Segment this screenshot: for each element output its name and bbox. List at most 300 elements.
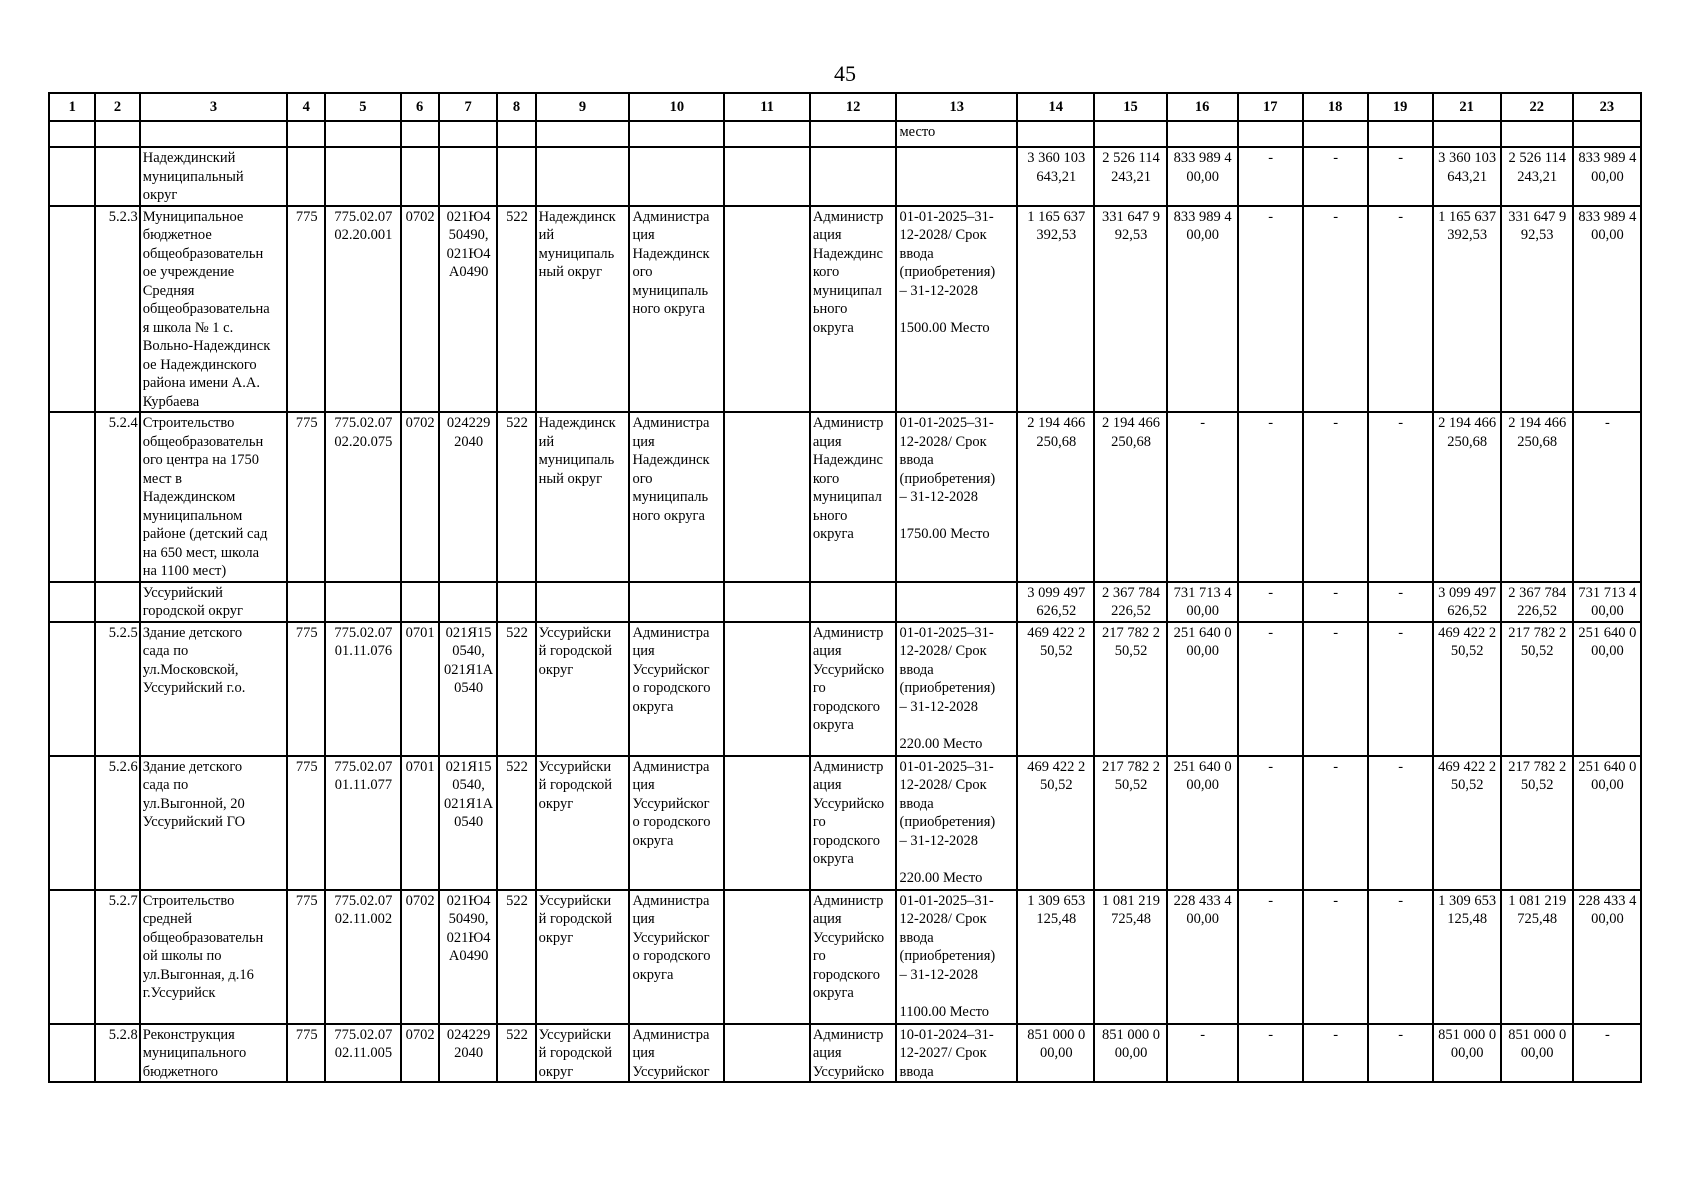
cell-text: 1 165 637 392,53	[1438, 208, 1497, 243]
cell-text: 1 165 637 392,53	[1027, 208, 1086, 243]
table-cell-col-9	[536, 756, 630, 890]
table-cell-col-22	[1501, 582, 1573, 622]
cell-text: 775	[295, 1026, 318, 1043]
column-number-21: 21	[1433, 93, 1501, 121]
table-cell-col-12	[810, 890, 897, 1024]
table-cell-col-12	[810, 412, 897, 582]
table-cell-col-5	[325, 121, 400, 147]
table-cell-col-22	[1501, 622, 1573, 756]
cell-text: 0702	[405, 415, 435, 431]
cell-text: -	[1268, 892, 1274, 909]
table-cell-col-16	[1167, 121, 1238, 147]
cell-text: 833 989 4 00,00	[1578, 150, 1637, 185]
cell-text: 3 360 103 643,21	[1438, 150, 1497, 185]
cell-text: 851 000 0 00,00	[1508, 1026, 1567, 1061]
table-cell-col-22	[1501, 890, 1573, 1024]
cell-text: 021Я15 0540, 021Я1А 0540	[444, 758, 494, 830]
table-cell-col-17	[1238, 582, 1303, 622]
table-cell-col-7	[439, 412, 498, 582]
cell-text: 731 713 4 00,00	[1578, 584, 1637, 619]
column-number-8: 8	[497, 93, 535, 121]
cell-text: 228 433 4 00,00	[1578, 892, 1637, 927]
table-cell-col-10	[629, 890, 724, 1024]
cell-text: 2 194 466 250,68	[1102, 415, 1161, 450]
table-cell-col-11	[724, 890, 810, 1024]
table-cell-col-10	[629, 756, 724, 890]
cell-text: Уссурийский городской округ	[142, 584, 243, 619]
cell-text: -	[1268, 624, 1274, 641]
cell-text: 0701	[405, 758, 435, 775]
table-cell-col-4	[287, 582, 325, 622]
cell-text: -	[1200, 415, 1206, 431]
column-number-10: 10	[629, 93, 724, 121]
table-cell-col-12	[810, 206, 897, 413]
table-cell-col-22	[1501, 147, 1573, 206]
cell-text: -	[1604, 415, 1610, 431]
table-cell-col-23	[1573, 890, 1641, 1024]
cell-text: Надеждинск ий муниципаль ный округ	[538, 208, 616, 280]
cell-text: Администра ция Уссурийског	[632, 1026, 710, 1080]
cell-text: 3 099 497 626,52	[1438, 584, 1497, 619]
table-cell-col-3	[140, 890, 287, 1024]
table-cell-col-14	[1017, 756, 1094, 890]
table-cell-col-1	[49, 890, 95, 1024]
table-cell-col-5	[325, 412, 400, 582]
cell-text: 1 081 219 725,48	[1102, 892, 1161, 927]
table-cell-col-22	[1501, 206, 1573, 413]
cell-text: -	[1200, 1026, 1206, 1043]
table-cell-col-15	[1094, 890, 1166, 1024]
table-cell-col-21	[1433, 1024, 1501, 1083]
cell-text: 0701	[405, 624, 435, 641]
table-cell-col-6	[401, 206, 439, 413]
table-cell-col-6	[401, 622, 439, 756]
cell-text: 775.02.07 02.11.002	[334, 892, 393, 927]
cell-text: -	[1268, 150, 1274, 166]
cell-text: Администр ация Уссурийско го городского округа	[812, 624, 885, 733]
cell-text: 217 782 2 50,52	[1102, 758, 1161, 793]
table-cell-col-14	[1017, 1024, 1094, 1083]
cell-text: 251 640 0 00,00	[1173, 758, 1232, 793]
table-cell-col-15	[1094, 622, 1166, 756]
table-cell-col-11	[724, 622, 810, 756]
table-cell-col-16	[1167, 147, 1238, 206]
cell-text: -	[1398, 208, 1404, 225]
table-cell-col-3	[140, 147, 287, 206]
cell-text: 775	[295, 624, 318, 641]
column-number-4: 4	[287, 93, 325, 121]
column-number-19: 19	[1368, 93, 1433, 121]
table-cell-col-16	[1167, 622, 1238, 756]
table-cell-col-1	[49, 622, 95, 756]
cell-text: -	[1268, 415, 1274, 431]
cell-text: Строительство средней общеобразовательн ой школы по ул.Выгонная, д.16 г.Уссурийск	[142, 892, 264, 1001]
table-cell-col-16	[1167, 206, 1238, 413]
table-cell-col-9	[536, 206, 630, 413]
table-cell-col-12	[810, 1024, 897, 1083]
cell-text: -	[1604, 1026, 1610, 1043]
cell-text: 2 194 466 250,68	[1027, 415, 1086, 450]
column-number-7: 7	[439, 93, 498, 121]
table-cell-col-18	[1303, 412, 1368, 582]
table-cell-col-7	[439, 582, 498, 622]
table-cell-col-21	[1433, 756, 1501, 890]
table-cell-col-9	[536, 412, 630, 582]
table-cell-col-8	[497, 147, 535, 206]
cell-text: 2 194 466 250,68	[1508, 415, 1567, 450]
table-cell-col-14	[1017, 412, 1094, 582]
cell-text: 2 526 114 243,21	[1508, 150, 1566, 185]
cell-text: 2 367 784 226,52	[1102, 584, 1161, 619]
table-cell-col-17	[1238, 756, 1303, 890]
table-cell-col-3	[140, 582, 287, 622]
table-cell-col-23	[1573, 622, 1641, 756]
table-cell-col-13	[896, 622, 1017, 756]
cell-text: 522	[506, 758, 528, 775]
table-cell-col-2	[95, 1024, 139, 1083]
table-cell-col-10	[629, 622, 724, 756]
table-cell-col-6	[401, 1024, 439, 1083]
table-cell-col-1	[49, 756, 95, 890]
cell-text: 2 367 784 226,52	[1508, 584, 1567, 619]
cell-text: 2 526 114 243,21	[1102, 150, 1160, 185]
table-cell-col-19	[1368, 147, 1433, 206]
table-row	[49, 1024, 1641, 1083]
cell-text: 021Я15 0540, 021Я1А 0540	[444, 624, 494, 696]
cell-text: 2 194 466 250,68	[1438, 415, 1497, 450]
table-cell-col-19	[1368, 412, 1433, 582]
cell-text: 775	[295, 208, 318, 225]
table-cell-col-13	[896, 890, 1017, 1024]
cell-text: 469 422 2 50,52	[1027, 758, 1086, 793]
cell-text: Уссурийски й городской округ	[538, 892, 613, 946]
table-cell-col-8	[497, 582, 535, 622]
table-cell-col-14	[1017, 622, 1094, 756]
cell-text: 01-01-2025–31- 12-2028/ Срок ввода (приобретения) – 31-12-2028 1500.00 Место	[899, 208, 996, 336]
table-cell-col-10	[629, 206, 724, 413]
column-number-9: 9	[536, 93, 630, 121]
cell-text: 3 360 103 643,21	[1027, 150, 1086, 185]
table-row	[49, 147, 1641, 206]
cell-text: 3 099 497 626,52	[1027, 584, 1086, 619]
cell-text: 01-01-2025–31- 12-2028/ Срок ввода (приобретения) – 31-12-2028 220.00 Место	[899, 624, 996, 752]
table-row	[49, 412, 1641, 582]
cell-text: 0702	[405, 208, 435, 225]
cell-text: -	[1333, 892, 1339, 909]
table-cell-col-7	[439, 147, 498, 206]
table-cell-col-15	[1094, 412, 1166, 582]
cell-text: 024229 2040	[446, 415, 491, 450]
table-cell-col-22	[1501, 756, 1573, 890]
table-cell-col-5	[325, 756, 400, 890]
table-cell-col-8	[497, 890, 535, 1024]
table-cell-col-12	[810, 622, 897, 756]
cell-text: 0702	[405, 1026, 435, 1043]
table-cell-col-12	[810, 147, 897, 206]
table-cell-col-18	[1303, 1024, 1368, 1083]
table-cell-col-13	[896, 121, 1017, 147]
table-cell-col-21	[1433, 206, 1501, 413]
cell-text: 522	[506, 892, 528, 909]
cell-text: 5.2.3	[108, 208, 138, 225]
table-cell-col-1	[49, 582, 95, 622]
table-cell-col-13	[896, 147, 1017, 206]
column-number-12: 12	[810, 93, 897, 121]
table-cell-col-19	[1368, 1024, 1433, 1083]
cell-text: Муниципальное бюджетное общеобразовательн ое учреждение Средняя общеобразовательна я школа № 1 с. Вольно-Надеждинск ое Надеждинского района имени А.А. Курбаева	[142, 208, 271, 410]
table-cell-col-2	[95, 206, 139, 413]
table-cell-col-4	[287, 1024, 325, 1083]
table-cell-col-8	[497, 412, 535, 582]
cell-text: -	[1398, 1026, 1404, 1043]
cell-text: Здание детского сада по ул.Московской, Уссурийский г.о.	[142, 624, 246, 696]
table-row	[49, 206, 1641, 413]
cell-text: Строительство общеобразовательн ого центра на 1750 мест в Надеждинском муниципальном районе (детский сад на 650 мест, школа на 1100 мест)	[142, 415, 268, 579]
table-cell-col-15	[1094, 756, 1166, 890]
cell-text: 833 989 4 00,00	[1578, 208, 1637, 243]
table-cell-col-4	[287, 890, 325, 1024]
table-cell-col-2	[95, 890, 139, 1024]
table-cell-col-1	[49, 147, 95, 206]
table-cell-col-22	[1501, 121, 1573, 147]
cell-text: Администра ция Уссурийског о городского округа	[632, 624, 711, 715]
table-cell-col-13	[896, 756, 1017, 890]
cell-text: 522	[506, 208, 528, 225]
table-cell-col-18	[1303, 756, 1368, 890]
table-cell-col-14	[1017, 206, 1094, 413]
cell-text: -	[1398, 415, 1404, 431]
column-number-6: 6	[401, 93, 439, 121]
cell-text: 469 422 2 50,52	[1027, 624, 1086, 659]
cell-text: 5.2.8	[108, 1026, 138, 1043]
cell-text: 024229 2040	[446, 1026, 491, 1061]
cell-text: Администр ация Надеждинс кого муниципал ьного округа	[812, 208, 884, 336]
cell-text: 01-01-2025–31- 12-2028/ Срок ввода (приобретения) – 31-12-2028 220.00 Место	[899, 758, 996, 886]
cell-text: 775.02.07 02.11.005	[334, 1026, 393, 1061]
cell-text: 5.2.7	[108, 892, 138, 909]
table-cell-col-1	[49, 412, 95, 582]
table-cell-col-17	[1238, 622, 1303, 756]
cell-text: 775	[295, 415, 318, 431]
table-cell-col-12	[810, 121, 897, 147]
table-cell-col-4	[287, 622, 325, 756]
table-cell-col-9	[536, 582, 630, 622]
table-cell-col-16	[1167, 582, 1238, 622]
cell-text: -	[1333, 150, 1339, 166]
cell-text: 217 782 2 50,52	[1508, 624, 1567, 659]
column-number-5: 5	[325, 93, 400, 121]
table-cell-col-19	[1368, 622, 1433, 756]
table-cell-col-12	[810, 582, 897, 622]
cell-text: 522	[506, 415, 528, 431]
table-row	[49, 582, 1641, 622]
table-cell-col-6	[401, 890, 439, 1024]
table-cell-col-23	[1573, 1024, 1641, 1083]
cell-text: Уссурийски й городской округ	[538, 758, 613, 812]
table-cell-col-13	[896, 1024, 1017, 1083]
table-cell-col-2	[95, 147, 139, 206]
cell-text: 01-01-2025–31- 12-2028/ Срок ввода (приобретения) – 31-12-2028 1750.00 Место	[899, 415, 996, 542]
cell-text: 851 000 0 00,00	[1438, 1026, 1497, 1061]
cell-text: 775.02.07 01.11.077	[334, 758, 393, 793]
cell-text: 1 309 653 125,48	[1438, 892, 1497, 927]
cell-text: 775.02.07 01.11.076	[334, 624, 393, 659]
table-cell-col-16	[1167, 412, 1238, 582]
table-row	[49, 622, 1641, 756]
cell-text: место	[899, 124, 936, 140]
table-row	[49, 756, 1641, 890]
table-cell-col-16	[1167, 890, 1238, 1024]
table-cell-col-16	[1167, 1024, 1238, 1083]
table-cell-col-7	[439, 121, 498, 147]
cell-text: 251 640 0 00,00	[1173, 624, 1232, 659]
table-cell-col-6	[401, 756, 439, 890]
cell-text: 251 640 0 00,00	[1578, 624, 1637, 659]
table-cell-col-8	[497, 206, 535, 413]
table-cell-col-15	[1094, 582, 1166, 622]
table-cell-col-11	[724, 1024, 810, 1083]
table-cell-col-2	[95, 412, 139, 582]
column-number-18: 18	[1303, 93, 1368, 121]
table-cell-col-18	[1303, 147, 1368, 206]
cell-text: Уссурийски й городской округ	[538, 624, 613, 678]
table-cell-col-11	[724, 412, 810, 582]
table-cell-col-7	[439, 622, 498, 756]
table-cell-col-10	[629, 582, 724, 622]
table-cell-col-14	[1017, 147, 1094, 206]
column-number-3: 3	[140, 93, 287, 121]
cell-text: -	[1333, 415, 1339, 431]
column-number-header-row	[49, 93, 1641, 121]
cell-text: 469 422 2 50,52	[1438, 758, 1497, 793]
table-cell-col-5	[325, 206, 400, 413]
cell-text: Администр ация Уссурийско	[812, 1026, 885, 1080]
table-cell-col-18	[1303, 890, 1368, 1024]
table-cell-col-14	[1017, 890, 1094, 1024]
column-number-17: 17	[1238, 93, 1303, 121]
cell-text: Администра ция Уссурийског о городского округа	[632, 892, 711, 983]
table-cell-col-6	[401, 147, 439, 206]
table-cell-col-11	[724, 121, 810, 147]
table-cell-col-2	[95, 582, 139, 622]
cell-text: Надеждинск ий муниципаль ный округ	[538, 415, 616, 487]
cell-text: Реконструкция муниципального бюджетного	[142, 1026, 247, 1080]
table-cell-col-19	[1368, 756, 1433, 890]
cell-text: Надеждинский муниципальный округ	[142, 150, 244, 203]
table-cell-col-18	[1303, 582, 1368, 622]
table-cell-col-9	[536, 1024, 630, 1083]
table-cell-col-6	[401, 582, 439, 622]
table-cell-col-14	[1017, 582, 1094, 622]
table-cell-col-9	[536, 622, 630, 756]
table-cell-col-5	[325, 1024, 400, 1083]
cell-text: 731 713 4 00,00	[1173, 584, 1232, 619]
column-number-2: 2	[95, 93, 139, 121]
table-cell-col-1	[49, 206, 95, 413]
table-cell-col-10	[629, 147, 724, 206]
cell-text: Здание детского сада по ул.Выгонной, 20 Уссурийский ГО	[142, 758, 246, 830]
table-cell-col-7	[439, 756, 498, 890]
table-cell-col-17	[1238, 121, 1303, 147]
table-cell-col-2	[95, 121, 139, 147]
cell-text: 251 640 0 00,00	[1578, 758, 1637, 793]
cell-text: Администра ция Надеждинск ого муниципаль ного округа	[632, 415, 710, 524]
table-cell-col-17	[1238, 890, 1303, 1024]
table-cell-col-13	[896, 206, 1017, 413]
table-cell-col-15	[1094, 147, 1166, 206]
cell-text: 1 081 219 725,48	[1508, 892, 1567, 927]
column-number-13: 13	[896, 93, 1017, 121]
table-cell-col-8	[497, 622, 535, 756]
table-cell-col-5	[325, 582, 400, 622]
table-cell-col-15	[1094, 206, 1166, 413]
table-cell-col-6	[401, 121, 439, 147]
table-cell-col-11	[724, 206, 810, 413]
table-cell-col-11	[724, 582, 810, 622]
cell-text: 1 309 653 125,48	[1027, 892, 1086, 927]
table-cell-col-4	[287, 147, 325, 206]
table-cell-col-4	[287, 121, 325, 147]
table-cell-col-18	[1303, 622, 1368, 756]
table-cell-col-21	[1433, 622, 1501, 756]
column-number-11: 11	[724, 93, 810, 121]
table-cell-col-10	[629, 412, 724, 582]
table-cell-col-4	[287, 206, 325, 413]
cell-text: 522	[506, 1026, 528, 1043]
cell-text: -	[1268, 584, 1274, 601]
table-cell-col-21	[1433, 147, 1501, 206]
cell-text: 775	[295, 758, 318, 775]
cell-text: Администр ация Уссурийско го городского округа	[812, 892, 885, 1001]
table-cell-col-22	[1501, 1024, 1573, 1083]
cell-text: -	[1333, 208, 1339, 225]
table-cell-col-23	[1573, 412, 1641, 582]
table-cell-col-21	[1433, 582, 1501, 622]
table-cell-col-7	[439, 1024, 498, 1083]
cell-text: Уссурийски й городской округ	[538, 1026, 613, 1080]
cell-text: 775.02.07 02.20.075	[334, 415, 393, 450]
cell-text: Администра ция Надеждинск ого муниципаль ного округа	[632, 208, 710, 317]
table-cell-col-19	[1368, 890, 1433, 1024]
table-cell-col-10	[629, 1024, 724, 1083]
table-cell-col-8	[497, 1024, 535, 1083]
table-cell-col-1	[49, 1024, 95, 1083]
cell-text: -	[1398, 624, 1404, 641]
cell-text: 469 422 2 50,52	[1438, 624, 1497, 659]
table-cell-col-2	[95, 756, 139, 890]
cell-text: 5.2.6	[108, 758, 138, 775]
table-cell-col-7	[439, 890, 498, 1024]
cell-text: 5.2.4	[108, 415, 138, 431]
table-cell-col-21	[1433, 412, 1501, 582]
table-row	[49, 890, 1641, 1024]
column-number-14: 14	[1017, 93, 1094, 121]
table-cell-col-3	[140, 206, 287, 413]
cell-text: -	[1333, 1026, 1339, 1043]
table-cell-col-5	[325, 890, 400, 1024]
table-cell-col-17	[1238, 412, 1303, 582]
table-cell-col-8	[497, 121, 535, 147]
cell-text: 851 000 0 00,00	[1027, 1026, 1086, 1061]
table-cell-col-3	[140, 121, 287, 147]
column-number-22: 22	[1501, 93, 1573, 121]
table-cell-col-11	[724, 147, 810, 206]
cell-text: -	[1268, 758, 1274, 775]
budget-investment-table	[48, 92, 1642, 1083]
table-cell-col-13	[896, 412, 1017, 582]
cell-text: 833 989 4 00,00	[1173, 208, 1232, 243]
table-cell-col-2	[95, 622, 139, 756]
